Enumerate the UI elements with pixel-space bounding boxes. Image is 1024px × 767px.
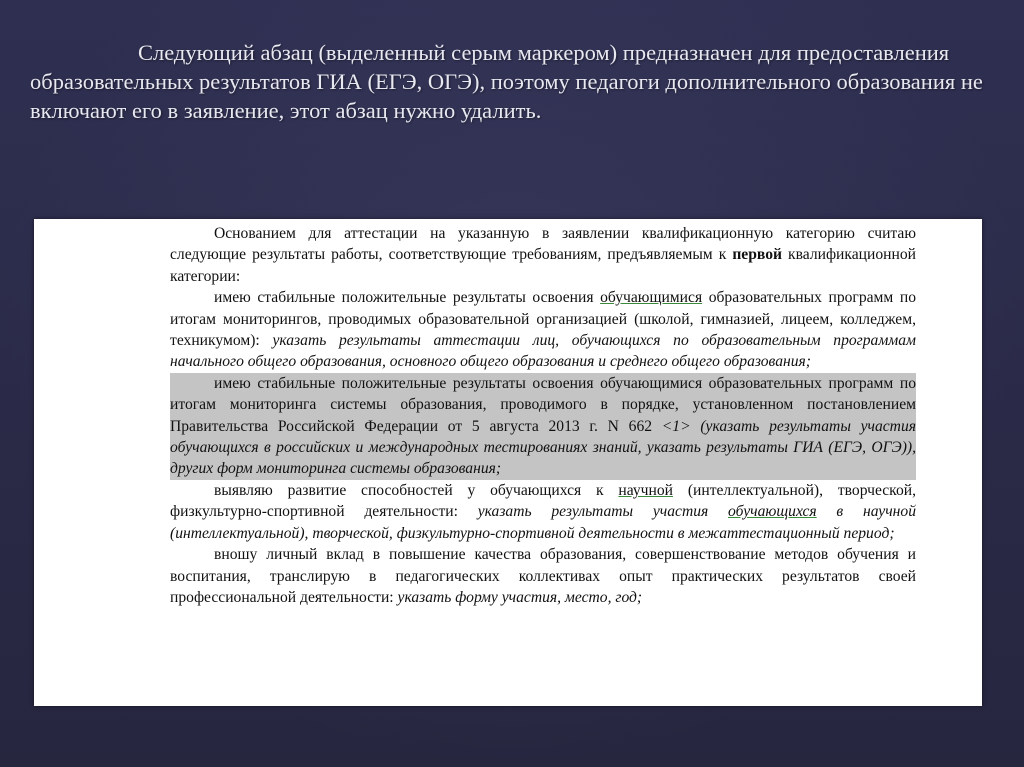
p4-text: вношу личный вклад в повышение качества образования, совершенствование методов обучения и воспитания, транслирую в педагогических коллективах опыт практических результатов своей профессиональной деятельности: [170, 546, 916, 606]
p3-underlined: научной [618, 481, 674, 499]
slide-heading [30, 38, 990, 125]
document-scan [34, 219, 982, 706]
intro-text: Основанием для аттестации на указанную в заявлении квалификационную категорию считаю следующие результаты работы, соответствующие требованиям, предъявляемым к [170, 225, 916, 264]
paragraph-1 [170, 287, 916, 373]
paragraph-3 [170, 480, 916, 544]
p2-text: имею стабильные положительные результаты освоения обучающимися образовательных программ по итогам мониторинга системы образования, проводимого в порядке, установленном постановлением Правительства Российской Федерации от 5 августа 2013 г. N 662 [170, 374, 916, 435]
paragraph-4 [170, 544, 916, 608]
p3-italic-2: в научной (интеллектуальной), творческой, физкультурно-спортивной деятельности в межаттестационный период; [170, 503, 916, 542]
p2-italic: <1> (указать результаты участия обучающихся в российских и международных тестированиях знаний, указать результаты ГИА (ЕГЭ, ОГЭ)), других форм мониторинга системы образования; [170, 417, 916, 478]
intro-bold: первой [732, 246, 782, 264]
intro-text-end: квалификационной категории: [170, 246, 916, 285]
p1-text: имею стабильные положительные результаты освоения [214, 289, 601, 307]
p3-italic-underlined: обучающихся [728, 503, 817, 521]
p3-text: выявляю развитие способностей у обучающихся к [214, 481, 619, 499]
heading-text: Следующий абзац (выделенный серым маркером) предназначен для предоставления образовательных результатов ГИА (ЕГЭ, ОГЭ), поэтому педагоги дополнительного образования не включают его в заявление, этот абзац нужно удалить. [30, 40, 983, 123]
p3-italic-1: указать результаты участия [477, 503, 729, 521]
p1-underlined: обучающимися [600, 289, 703, 307]
intro-paragraph [170, 223, 916, 287]
p1-italic: указать результаты аттестации лиц, обучающихся по образовательным программам начального общего образования, основного общего образования и среднего общего образования; [170, 332, 916, 371]
highlighted-paragraph [170, 373, 916, 480]
p1-text-end: образовательных программ по итогам мониторингов, проводимых образовательной организацией (школой, гимназией, лицеем, колледжем, техникумом): [170, 289, 916, 350]
document-text [170, 223, 916, 608]
p4-italic: указать форму участия, место, год; [397, 588, 643, 606]
p3-text-mid: (интеллектуальной), творческой, физкультурно-спортивной деятельности: [170, 481, 916, 521]
